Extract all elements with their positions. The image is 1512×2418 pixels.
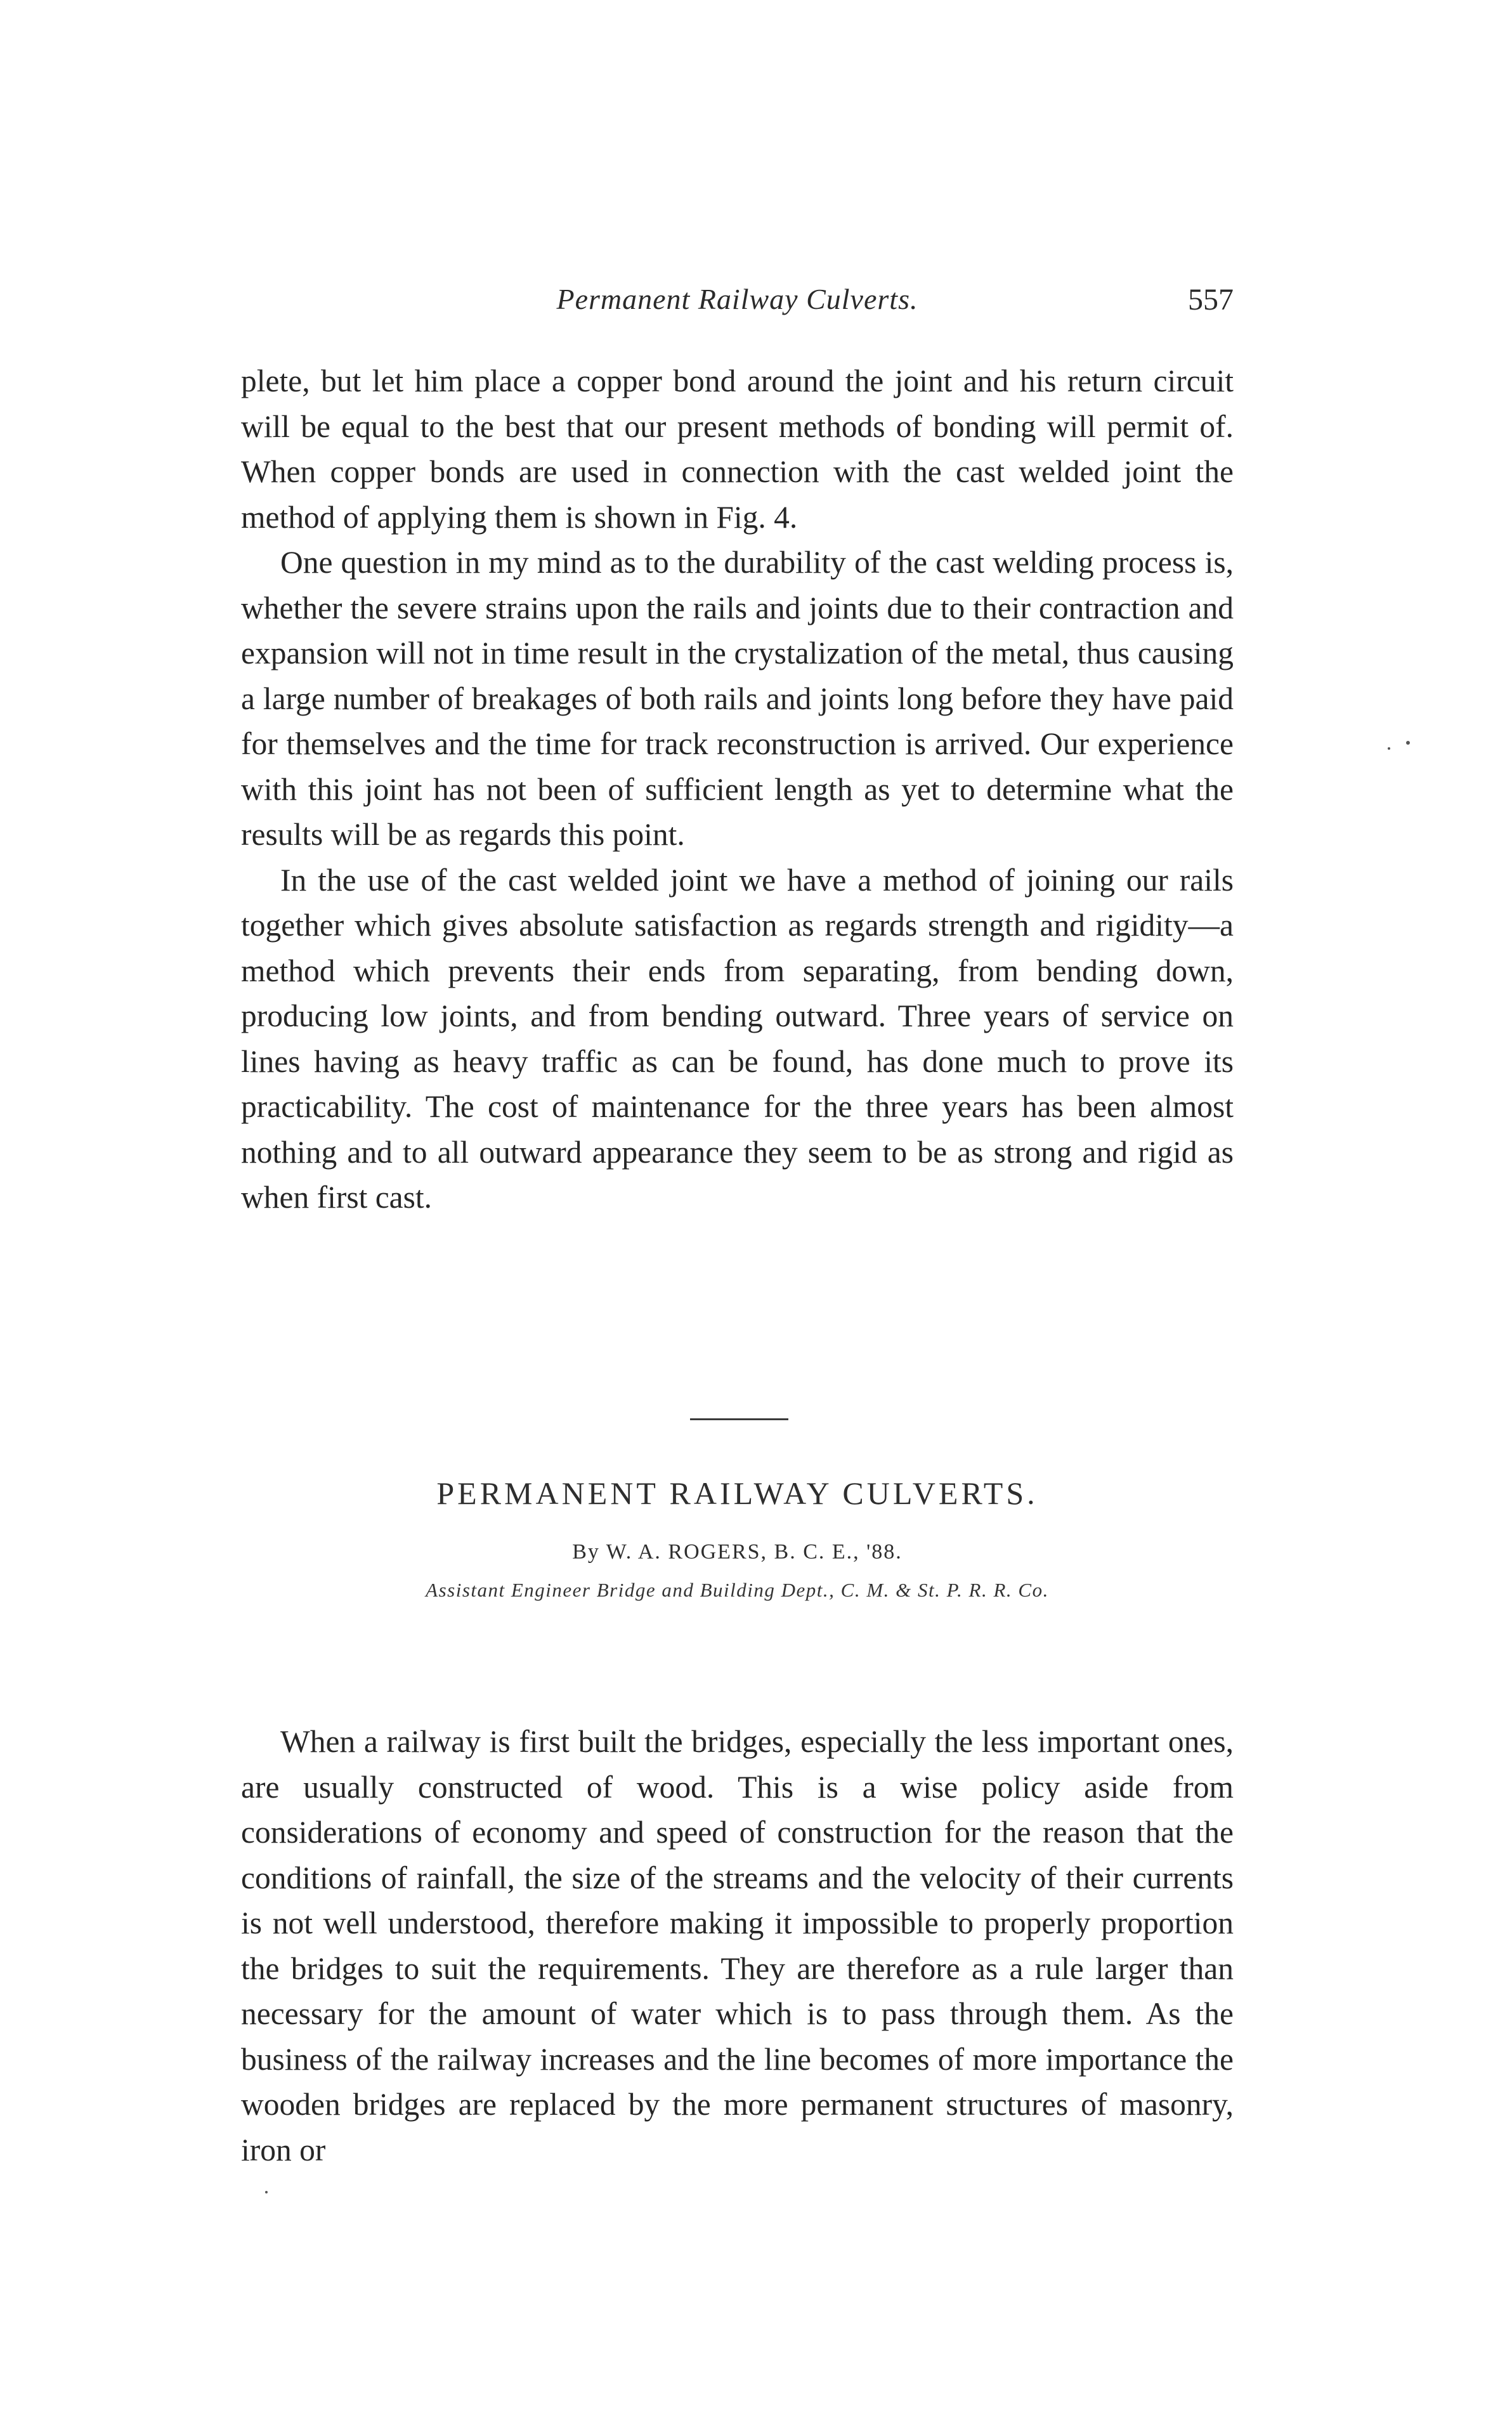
section-divider xyxy=(690,1418,788,1420)
page-number: 557 xyxy=(1188,283,1234,317)
article-title: PERMANENT RAILWAY CULVERTS. xyxy=(436,1475,1038,1511)
running-title: Permanent Railway Culverts. xyxy=(556,283,918,315)
paragraph-1: plete, but let him place a copper bond around the joint and his return circuit will be equal to the best that our present methods of bonding will permit of. When copper bonds are used in connection with the cast welded joint the method of applying them is shown in Fig. 4. xyxy=(241,363,1234,535)
article-body xyxy=(241,1719,1234,2173)
paragraph-2: One question in my mind as to the durability of the cast welding process is, whether the severe strains upon the rails and joints due to their contraction and expansion will not in time result in the crystalization of the metal, thus causing a large number of breakages of both rails and joints long before they have paid for themselves and the time for track reconstruction is arrived. Our experience with this joint has not been of sufficient length as yet to determine what the results will be as regards this point. xyxy=(241,545,1234,852)
running-head xyxy=(241,282,1234,327)
author-byline: By W. A. ROGERS, B. C. E., '88. xyxy=(572,1540,903,1564)
print-speck xyxy=(1406,741,1410,745)
print-speck xyxy=(1388,747,1390,750)
author-affiliation: Assistant Engineer Bridge and Building Dept., C. M. & St. P. R. R. Co. xyxy=(426,1579,1049,1601)
print-speck xyxy=(265,2191,268,2193)
continued-text xyxy=(241,358,1234,1220)
article-paragraph-1: When a railway is first built the bridges, especially the less important ones, are usually constructed of wood. This is a wise policy aside from considerations of economy and speed of construction for the reason that the conditions of rainfall, the size of the streams and the velocity of their currents is not well understood, therefore making it impossible to properly proportion the bridges to suit the requirements. They are therefore as a rule larger than necessary for the amount of water which is to pass through them. As the business of the railway increases and the line becomes of more importance the wooden bridges are replaced by the more permanent structures of masonry, iron or xyxy=(241,1724,1234,2167)
paragraph-3: In the use of the cast welded joint we have a method of joining our rails together which gives absolute satisfaction as regards strength and rigidity—a method which prevents their ends from separating, from bending down, producing low joints, and from bending outward. Three years of service on lines having as heavy traffic as can be found, has done much to prove its practicability. The cost of maintenance for the three years has been almost nothing and to all outward appearance they seem to be as strong and rigid as when first cast. xyxy=(241,862,1234,1215)
